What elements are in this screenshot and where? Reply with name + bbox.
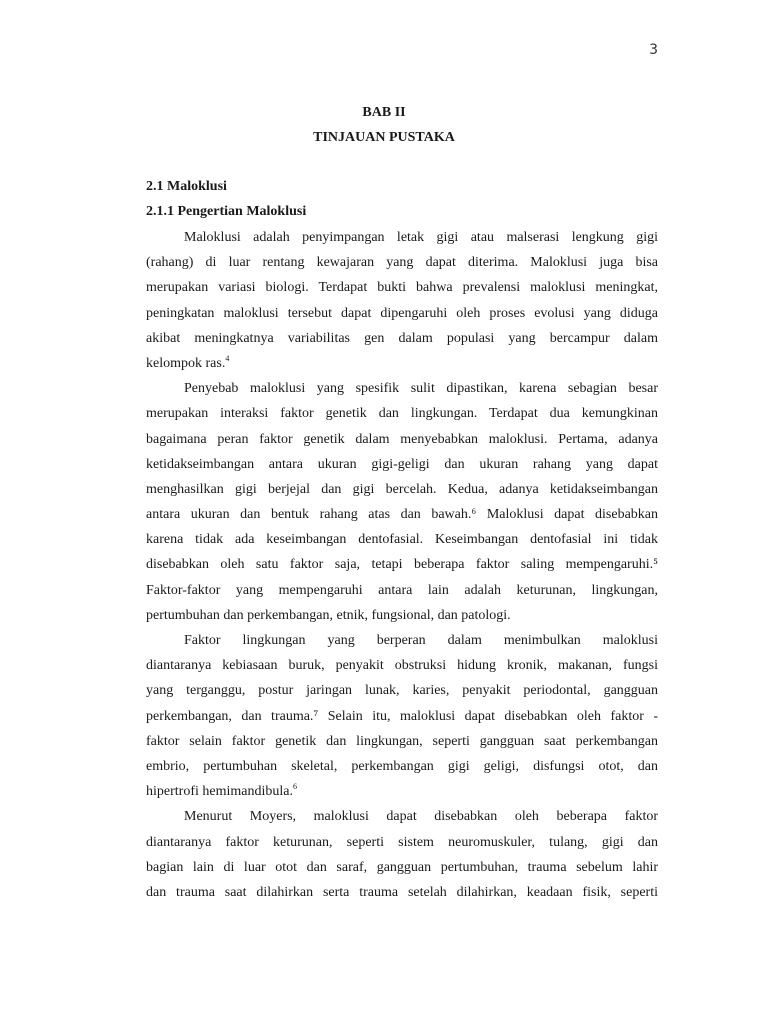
paragraph-first-line (146, 804, 658, 829)
line-text: akibat meningkatnya variabilitas gen dalam populasi yang bercampur dalam (146, 330, 658, 346)
line-text: dan trauma saat dilahirkan serta trauma setelah dilahirkan, keadaan fisik, seperti (146, 884, 658, 900)
text-line (146, 301, 658, 326)
paragraph-first-line (146, 628, 658, 653)
text-line (146, 729, 658, 754)
line-text: embrio, pertumbuhan skeletal, perkembangan gigi geligi, disfungsi otot, dan (146, 758, 658, 774)
text-line (146, 275, 658, 300)
text-line (146, 427, 658, 452)
text-line (146, 704, 658, 729)
line-text: antara ukuran dan bentuk rahang atas dan bawah.⁶ Maloklusi dapat disebabkan (146, 507, 658, 523)
line-text: diantaranya faktor keturunan, seperti sistem neuromuskuler, tulang, gigi dan (146, 834, 658, 850)
citation-superscript: 6 (292, 782, 297, 792)
line-text: yang terganggu, postur jaringan lunak, karies, penyakit periodontal, gangguan (146, 683, 658, 699)
text-line (146, 754, 658, 779)
paragraph-first-line (146, 376, 658, 401)
line-text: kelompok ras. (146, 355, 226, 371)
page-number: 3 (649, 42, 658, 58)
text-line (146, 502, 658, 527)
line-text: merupakan interaksi faktor genetik dan lingkungan. Terdapat dua kemungkinan (146, 406, 658, 422)
line-text: pertumbuhan dan perkembangan, etnik, fungsional, dan patologi. (146, 607, 511, 623)
line-text: (rahang) di luar rentang kewajaran yang dapat diterima. Maloklusi juga bisa (146, 255, 658, 271)
subsection-heading: 2.1.1 Pengertian Maloklusi (146, 204, 307, 219)
body-text (146, 225, 658, 905)
line-text: karena tidak ada keseimbangan dentofasial. Keseimbangan dentofasial ini tidak (146, 532, 658, 548)
line-text: disebabkan oleh satu faktor saja, tetapi beberapa faktor saling mempengaruhi.⁵ (146, 557, 658, 573)
text-line (146, 351, 658, 376)
line-text: Maloklusi adalah penyimpangan letak gigi atau malserasi lengkung gigi (184, 230, 658, 245)
chapter-title: TINJAUAN PUSTAKA (313, 130, 455, 145)
line-text: Faktor-faktor yang mempengaruhi antara lain adalah keturunan, lingkungan, (146, 582, 658, 598)
text-line (146, 250, 658, 275)
text-line (146, 578, 658, 603)
text-line (146, 880, 658, 905)
citation-superscript: 4 (225, 353, 230, 363)
text-line (146, 401, 658, 426)
line-text: diantaranya kebiasaan buruk, penyakit obstruksi hidung kronik, makanan, fungsi (146, 658, 658, 674)
line-text: perkembangan, dan trauma.⁷ Selain itu, maloklusi dapat disebabkan oleh faktor - (146, 708, 658, 724)
text-line (146, 855, 658, 880)
line-text: ketidakseimbangan antara ukuran gigi-geligi dan ukuran rahang yang dapat (146, 456, 658, 472)
text-line (146, 452, 658, 477)
text-line (146, 326, 658, 351)
text-line (146, 830, 658, 855)
line-text: bagaimana peran faktor genetik dalam menyebabkan maloklusi. Pertama, adanya (146, 431, 658, 447)
chapter-heading: BAB II (362, 105, 406, 120)
text-line (146, 527, 658, 552)
line-text: Penyebab maloklusi yang spesifik sulit dipastikan, karena sebagian besar (184, 381, 658, 397)
paragraph-first-line (146, 225, 658, 250)
line-text: merupakan variasi biologi. Terdapat bukti bahwa prevalensi maloklusi meningkat, (146, 280, 658, 296)
line-text: bagian lain di luar otot dan saraf, gangguan pertumbuhan, trauma sebelum lahir (146, 859, 658, 875)
line-text: menghasilkan gigi berjejal dan gigi bercelah. Kedua, adanya ketidakseimbangan (146, 481, 658, 497)
line-text: Faktor lingkungan yang berperan dalam menimbulkan maloklusi (184, 633, 658, 648)
line-text: faktor selain faktor genetik dan lingkungan, seperti gangguan saat perkembangan (146, 733, 658, 749)
line-text: hipertrofi hemimandibula. (146, 784, 293, 800)
line-text: peningkatan maloklusi tersebut dapat dipengaruhi oleh proses evolusi yang diduga (146, 305, 658, 321)
text-line (146, 678, 658, 703)
text-line (146, 779, 658, 804)
text-line (146, 477, 658, 502)
text-line (146, 603, 658, 628)
text-line (146, 552, 658, 577)
line-text: Menurut Moyers, maloklusi dapat disebabkan oleh beberapa faktor (184, 809, 658, 825)
text-line (146, 653, 658, 678)
section-heading: 2.1 Maloklusi (146, 179, 227, 194)
